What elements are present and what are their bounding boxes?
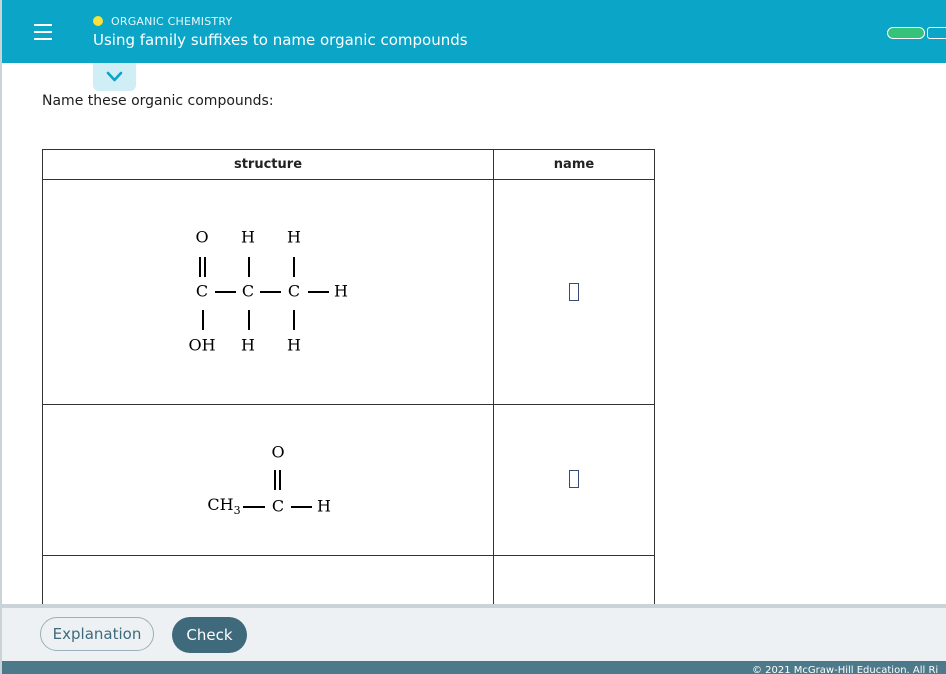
progress-bar-complete: [887, 27, 925, 39]
atom-o: O: [195, 227, 209, 247]
lesson-title: Using family suffixes to name organic compounds: [93, 31, 468, 49]
topic-label: ORGANIC CHEMISTRY: [111, 14, 233, 28]
atom-c: C: [241, 281, 255, 301]
status-dot-icon: [93, 16, 103, 26]
name-cell: [494, 180, 655, 405]
answer-input[interactable]: [569, 283, 579, 301]
atom-h: H: [241, 227, 255, 247]
atom-h: H: [287, 335, 301, 355]
atom-h: H: [241, 335, 255, 355]
double-bond: [274, 470, 276, 490]
name-cell: [494, 405, 655, 556]
table-row: [43, 405, 655, 556]
molecule-structure-2: [43, 405, 493, 555]
bond: [248, 257, 250, 277]
double-bond: [279, 470, 281, 490]
bond: [215, 291, 236, 293]
compounds-table: [42, 149, 655, 604]
atom-ch3: $CH_3$: [207, 494, 241, 518]
bond: [291, 506, 312, 508]
answer-input[interactable]: [569, 470, 579, 488]
molecule-structure-1: [43, 180, 493, 404]
atom-c: C: [271, 496, 285, 516]
structure-cell: [43, 405, 494, 556]
menu-icon[interactable]: [27, 20, 59, 44]
table-row: [43, 556, 655, 605]
double-bond: [204, 257, 206, 277]
header-structure: structure: [43, 150, 494, 180]
left-border: [0, 0, 2, 674]
atom-h: H: [287, 227, 301, 247]
bond: [293, 310, 295, 330]
copyright-text: © 2021 McGraw-Hill Education. All Ri: [752, 665, 939, 674]
topic-row: [93, 13, 232, 29]
header-bar: [2, 0, 946, 63]
table-row: [43, 180, 655, 405]
progress-bar-remaining: [927, 27, 946, 39]
bond: [293, 257, 295, 277]
atom-c: C: [195, 281, 209, 301]
bond: [260, 291, 281, 293]
bond: [243, 506, 265, 508]
progress-indicator: [887, 27, 946, 39]
atom-h: H: [334, 281, 348, 301]
atom-o: O: [271, 442, 285, 462]
bond: [202, 310, 204, 330]
structure-cell: [43, 556, 494, 605]
copyright-strip: [2, 661, 946, 674]
double-bond: [199, 257, 201, 277]
bond: [248, 310, 250, 330]
atom-c: C: [287, 281, 301, 301]
structure-cell: [43, 180, 494, 405]
check-button[interactable]: Check: [172, 617, 247, 653]
header-name: name: [494, 150, 655, 180]
name-cell: [494, 556, 655, 605]
chevron-down-icon: [106, 71, 123, 83]
atom-oh: OH: [188, 335, 216, 355]
expand-toggle[interactable]: [93, 63, 136, 91]
explanation-button[interactable]: Explanation: [40, 617, 154, 651]
instruction-text: Name these organic compounds:: [42, 93, 274, 109]
atom-h: H: [317, 496, 331, 516]
bond: [308, 291, 329, 293]
